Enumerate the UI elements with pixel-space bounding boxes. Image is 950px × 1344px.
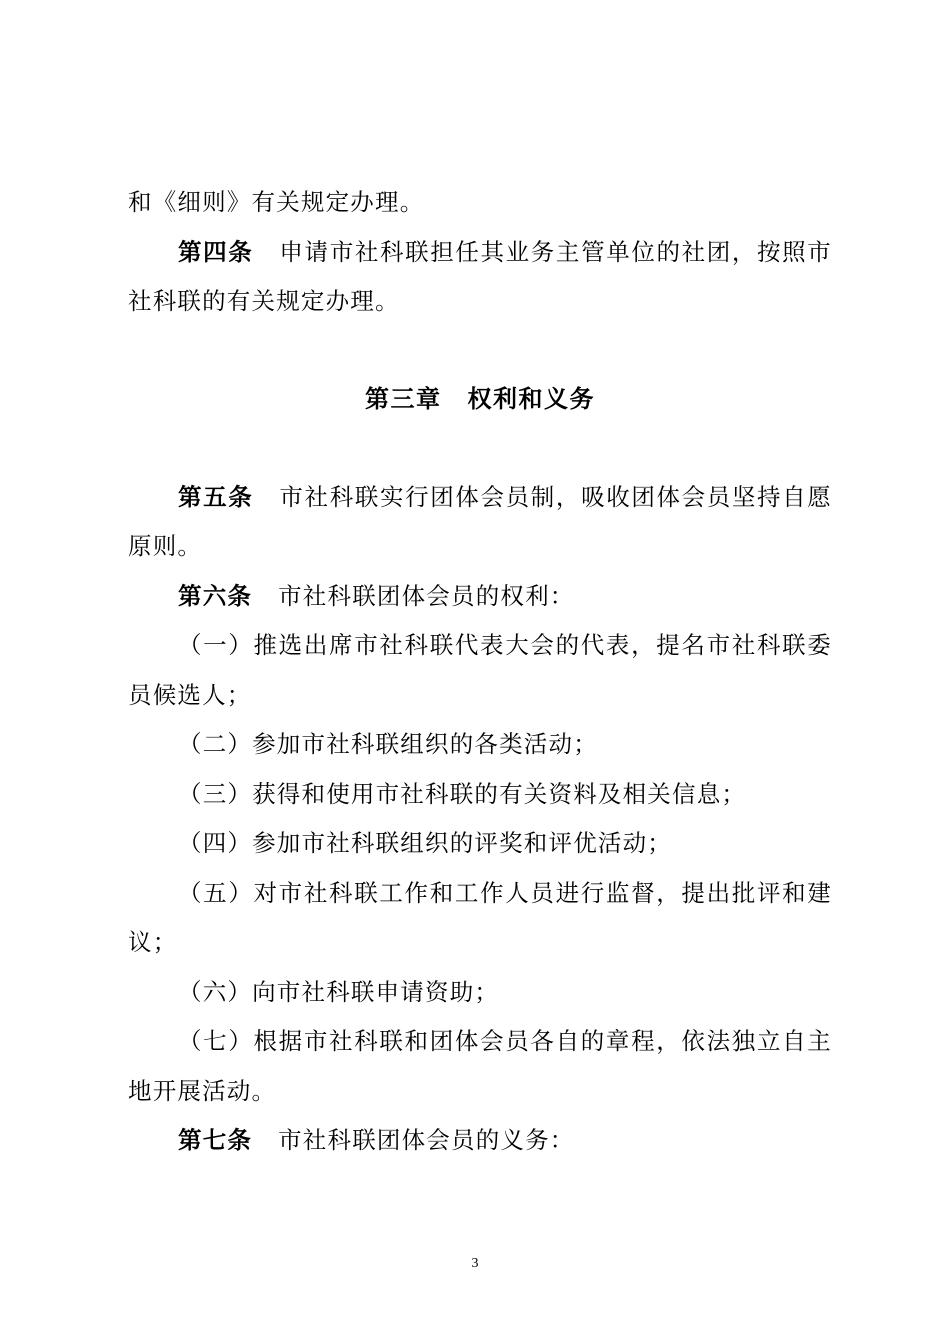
article-6-item-5: （五）对市社科联工作和工作人员进行监督，提出批评和建议； — [128, 878, 832, 956]
article-6-item-2: （二）参加市社科联组织的各类活动； — [178, 730, 598, 758]
article-6-text: 市社科联团体会员的权利： — [278, 581, 575, 610]
article-4-text: 申请市社科联担任其业务主管单位的社团，按照市社科联的有关规定办理。 — [128, 237, 832, 315]
article-5-label: 第五条 — [178, 482, 254, 511]
chapter-title: 权利和义务 — [467, 384, 595, 413]
paragraph-continuation: 和《细则》有关规定办理。 — [128, 188, 425, 216]
article-7-text: 市社科联团体会员的义务： — [278, 1126, 575, 1154]
article-6-item-4: （四）参加市社科联组织的评奖和评优活动； — [178, 829, 672, 857]
article-4-label: 第四条 — [178, 237, 254, 266]
chapter-number: 第三章 — [365, 384, 442, 413]
article-6-item-3: （三）获得和使用市社科联的有关资料及相关信息； — [178, 779, 747, 808]
chapter-heading — [128, 374, 832, 424]
article-7 — [128, 1116, 832, 1166]
article-5 — [128, 473, 832, 572]
article-6-item-6: （六）向市社科联申请资助； — [178, 977, 500, 1006]
article-6 — [128, 572, 832, 622]
page-number: 3 — [471, 1256, 479, 1271]
article-6-item-1: （一）推选出席市社科联代表大会的代表，提名市社科联委员候选人； — [128, 631, 832, 709]
article-6-item-7: （七）根据市社科联和团体会员各自的章程，依法独立自主地开展活动。 — [128, 1027, 832, 1105]
article-5-text: 市社科联实行团体会员制，吸收团体会员坚持自愿原则。 — [128, 482, 832, 560]
article-7-label: 第七条 — [178, 1126, 253, 1154]
article-4 — [128, 228, 832, 327]
article-6-label: 第六条 — [178, 581, 253, 610]
page-content — [128, 178, 832, 1166]
